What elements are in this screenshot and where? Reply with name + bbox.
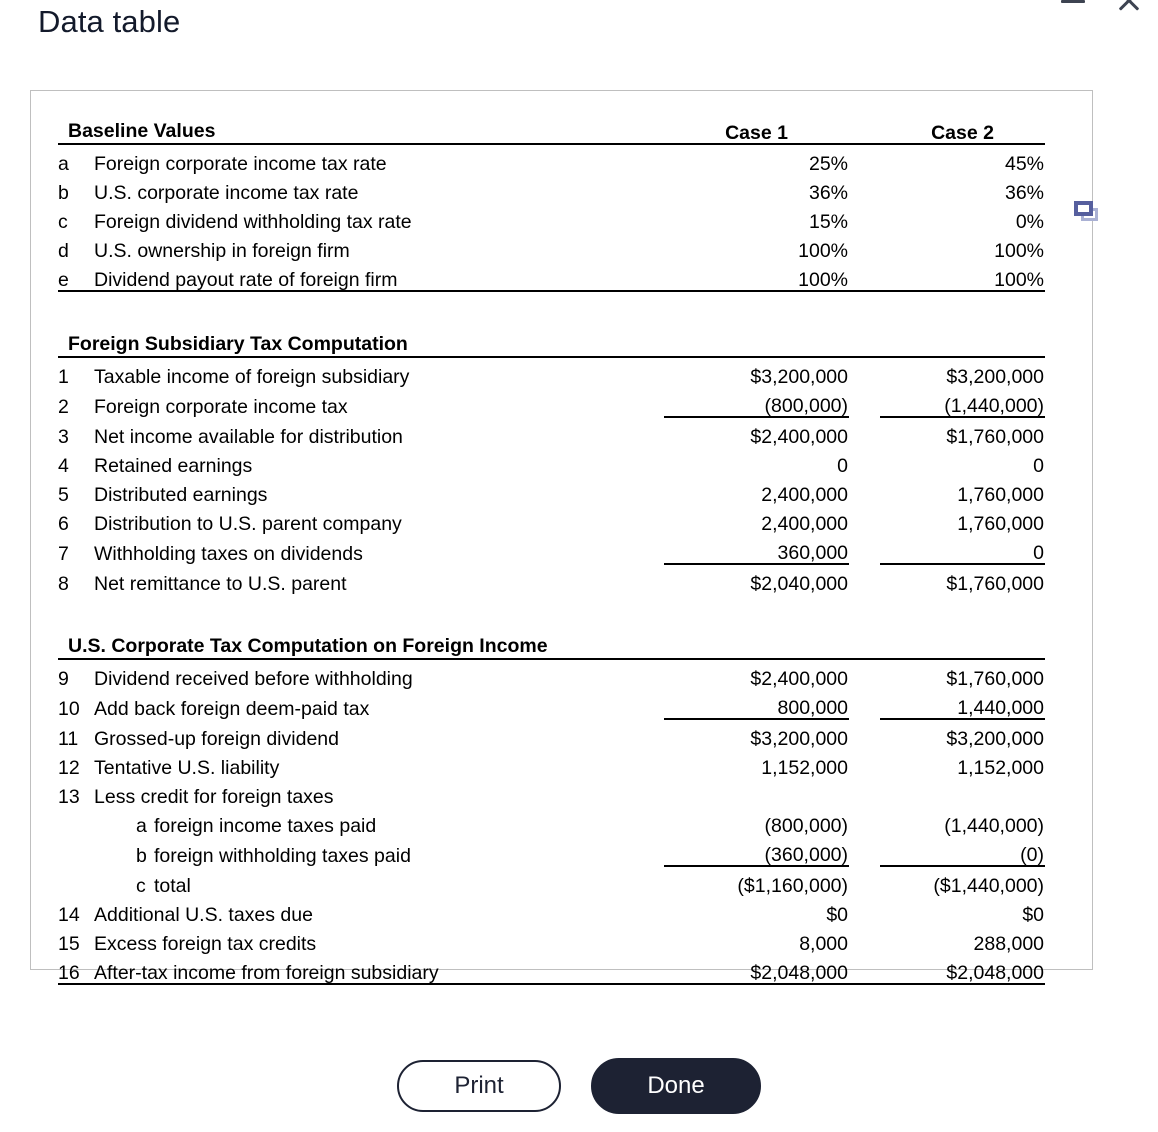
- sub-row-label: foreign withholding taxes paid: [154, 844, 411, 867]
- sub-row-index: c: [136, 874, 146, 897]
- spacer-cell: [849, 417, 880, 447]
- row-index: 3: [58, 425, 69, 448]
- row-label: Dividend payout rate of foreign firm: [84, 261, 664, 291]
- row-value-case2: $1,760,000: [946, 425, 1045, 448]
- row-value-case1: $2,400,000: [750, 425, 849, 448]
- row-index: c: [58, 210, 68, 233]
- row-value-case2: $1,760,000: [946, 667, 1045, 690]
- table-row: [58, 174, 1045, 203]
- row-index: [58, 866, 84, 896]
- row-value-case2: (1,440,000): [944, 814, 1045, 837]
- row-index: 10: [58, 697, 80, 720]
- row-index: 12: [58, 756, 80, 779]
- row-label: Foreign corporate income tax rate: [94, 152, 387, 175]
- spacer-cell: [849, 954, 880, 984]
- row-value-case2: 0%: [1015, 210, 1045, 233]
- row-value-case2: $1,760,000: [946, 572, 1045, 595]
- section-heading: Baseline Values: [58, 107, 664, 144]
- row-value-case2: $3,200,000: [946, 727, 1045, 750]
- section-header-row: [58, 320, 1045, 357]
- row-value-case2: [880, 778, 1045, 807]
- row-index: 9: [58, 667, 69, 690]
- row-index: 15: [58, 932, 80, 955]
- section-header-row: [58, 107, 1045, 144]
- row-value-case2: 1,760,000: [957, 512, 1045, 535]
- spacer-cell: [849, 261, 880, 291]
- table-row: [58, 144, 1045, 174]
- spacer-cell: [849, 659, 880, 689]
- row-value-case1: (800,000): [664, 387, 849, 417]
- data-table-frame: [30, 90, 1093, 984]
- table-row: [58, 417, 1045, 447]
- financial-data-table: [58, 107, 1045, 985]
- spacer-cell: [849, 896, 880, 925]
- row-value-case1: $3,200,000: [750, 365, 849, 388]
- row-value-case1: 15%: [808, 210, 849, 233]
- row-label: Retained earnings: [94, 454, 253, 477]
- row-value-case2: 45%: [1004, 152, 1045, 175]
- spacer-cell: [849, 107, 880, 144]
- sub-row-label: foreign income taxes paid: [154, 814, 377, 837]
- row-index: [58, 836, 84, 866]
- row-value-case1: $2,040,000: [750, 572, 849, 595]
- row-label: Foreign corporate income tax: [94, 395, 348, 418]
- row-value-case1: 8,000: [799, 932, 849, 955]
- sub-row-index: a: [136, 814, 147, 837]
- table-row: [58, 476, 1045, 505]
- row-value-case2: 36%: [1004, 181, 1045, 204]
- spacer-cell: [849, 174, 880, 203]
- spacer-cell: [849, 925, 880, 954]
- minimize-icon[interactable]: [1058, 0, 1088, 16]
- spacer-cell: [849, 357, 880, 387]
- row-value-case2: 0: [1033, 454, 1045, 477]
- row-value-case2: 1,152,000: [957, 756, 1045, 779]
- row-value-case1: 100%: [664, 261, 849, 291]
- spacer-cell: [849, 689, 880, 719]
- row-label: Dividend received before withholding: [94, 667, 413, 690]
- close-icon[interactable]: [1114, 0, 1144, 16]
- section-header-row: [58, 622, 1045, 659]
- row-index: 13: [58, 785, 80, 808]
- row-value-case1: $0: [826, 903, 849, 926]
- row-label: Add back foreign deem-paid tax: [94, 697, 370, 720]
- data-table-sheet: [58, 107, 1045, 985]
- row-index: 2: [58, 395, 69, 418]
- row-value-case2: 0: [880, 534, 1045, 564]
- row-index: 16: [58, 954, 84, 984]
- table-row: [58, 505, 1045, 534]
- column-header-case2: Case 2: [880, 107, 1045, 144]
- row-value-case2: $3,200,000: [946, 365, 1045, 388]
- table-row: [58, 778, 1045, 807]
- row-value-case2: 1,760,000: [957, 483, 1045, 506]
- table-row: [58, 232, 1045, 261]
- table-row: [58, 896, 1045, 925]
- row-label: Distributed earnings: [94, 483, 268, 506]
- row-value-case2: 288,000: [973, 932, 1045, 955]
- row-index: 7: [58, 542, 69, 565]
- spacer-cell: [849, 749, 880, 778]
- table-row: [58, 836, 1045, 866]
- row-label: [84, 836, 664, 866]
- row-label: Net remittance to U.S. parent: [94, 572, 347, 595]
- row-value-case2: (0): [880, 836, 1045, 866]
- row-index: 11: [58, 727, 79, 750]
- row-index: d: [58, 239, 69, 262]
- sub-row-label: total: [154, 874, 191, 897]
- row-index: a: [58, 152, 69, 175]
- section-heading: Foreign Subsidiary Tax Computation: [58, 320, 1045, 357]
- row-index: 8: [58, 572, 69, 595]
- row-label: Foreign dividend withholding tax rate: [94, 210, 412, 233]
- row-value-case2: 100%: [880, 261, 1045, 291]
- section-heading: U.S. Corporate Tax Computation on Foreign Income: [58, 622, 1045, 659]
- spacer-cell: [849, 836, 880, 866]
- row-value-case1: 36%: [808, 181, 849, 204]
- page-title: Data table: [38, 4, 181, 39]
- spacer-cell: [849, 719, 880, 749]
- row-label: Distribution to U.S. parent company: [94, 512, 402, 535]
- row-value-case2: $2,048,000: [880, 954, 1045, 984]
- row-label: Withholding taxes on dividends: [94, 542, 363, 565]
- table-row: [58, 749, 1045, 778]
- row-index: 6: [58, 512, 69, 535]
- row-value-case1: $3,200,000: [750, 727, 849, 750]
- row-value-case1: $2,048,000: [664, 954, 849, 984]
- spacer-cell: [849, 476, 880, 505]
- row-label: U.S. corporate income tax rate: [94, 181, 359, 204]
- footer-actions: [0, 1058, 1158, 1114]
- table-row: [58, 689, 1045, 719]
- window-controls: [1058, 0, 1144, 16]
- table-row: [58, 357, 1045, 387]
- row-label: Net income available for distribution: [94, 425, 403, 448]
- row-value-case1: 100%: [798, 239, 849, 262]
- row-index: 5: [58, 483, 69, 506]
- row-index: 1: [58, 365, 69, 388]
- table-row: [58, 261, 1045, 291]
- spacer-cell: [849, 807, 880, 836]
- spacer-cell: [849, 203, 880, 232]
- row-value-case2: 100%: [994, 239, 1045, 262]
- row-value-case1: 1,152,000: [761, 756, 849, 779]
- row-label: Excess foreign tax credits: [94, 932, 317, 955]
- column-header-case1: Case 1: [664, 107, 849, 144]
- table-row: [58, 866, 1045, 896]
- spacer-cell: [849, 447, 880, 476]
- row-value-case2: $0: [1022, 903, 1045, 926]
- row-value-case1: 2,400,000: [761, 512, 849, 535]
- table-row: [58, 925, 1045, 954]
- spacer-cell: [849, 232, 880, 261]
- row-label: After-tax income from foreign subsidiary: [84, 954, 664, 984]
- done-button[interactable]: Done: [591, 1058, 761, 1114]
- row-value-case1: $2,400,000: [750, 667, 849, 690]
- copy-icon-front: [1074, 201, 1093, 216]
- spacer-cell: [849, 778, 880, 807]
- table-row: [58, 203, 1045, 232]
- row-value-case2: (1,440,000): [880, 387, 1045, 417]
- row-index: b: [58, 181, 69, 204]
- table-row: [58, 534, 1045, 564]
- table-row: [58, 447, 1045, 476]
- row-value-case2: ($1,440,000): [933, 874, 1045, 897]
- row-index: e: [58, 261, 84, 291]
- sub-row-index: b: [136, 844, 147, 867]
- row-label: Tentative U.S. liability: [94, 756, 280, 779]
- spacer-cell: [849, 144, 880, 174]
- table-row: [58, 387, 1045, 417]
- row-label: Taxable income of foreign subsidiary: [94, 365, 410, 388]
- print-button[interactable]: Print: [397, 1060, 561, 1112]
- table-row: [58, 564, 1045, 594]
- row-label: [84, 807, 664, 836]
- copy-icon[interactable]: [1074, 201, 1100, 225]
- row-value-case1: 2,400,000: [761, 483, 849, 506]
- spacer-cell: [849, 564, 880, 594]
- section-spacer: [58, 291, 1045, 320]
- row-label: Grossed-up foreign dividend: [94, 727, 339, 750]
- spacer-cell: [849, 866, 880, 896]
- row-value-case1: 25%: [808, 152, 849, 175]
- table-row: [58, 954, 1045, 984]
- row-value-case1: 800,000: [664, 689, 849, 719]
- spacer-cell: [849, 534, 880, 564]
- row-value-case1: (800,000): [764, 814, 849, 837]
- row-value-case2: 1,440,000: [880, 689, 1045, 719]
- row-index: 4: [58, 454, 69, 477]
- table-row: [58, 659, 1045, 689]
- row-index: [58, 807, 84, 836]
- row-value-case1: 0: [837, 454, 849, 477]
- table-row: [58, 807, 1045, 836]
- row-value-case1: (360,000): [664, 836, 849, 866]
- row-label: Less credit for foreign taxes: [94, 785, 334, 808]
- row-index: 14: [58, 903, 80, 926]
- row-label: [84, 866, 664, 896]
- row-value-case1: [664, 778, 849, 807]
- row-value-case1: 360,000: [664, 534, 849, 564]
- row-value-case1: ($1,160,000): [737, 874, 849, 897]
- row-label: Additional U.S. taxes due: [94, 903, 313, 926]
- row-label: U.S. ownership in foreign firm: [94, 239, 350, 262]
- table-row: [58, 719, 1045, 749]
- spacer-cell: [849, 387, 880, 417]
- spacer-cell: [849, 505, 880, 534]
- section-spacer: [58, 594, 1045, 622]
